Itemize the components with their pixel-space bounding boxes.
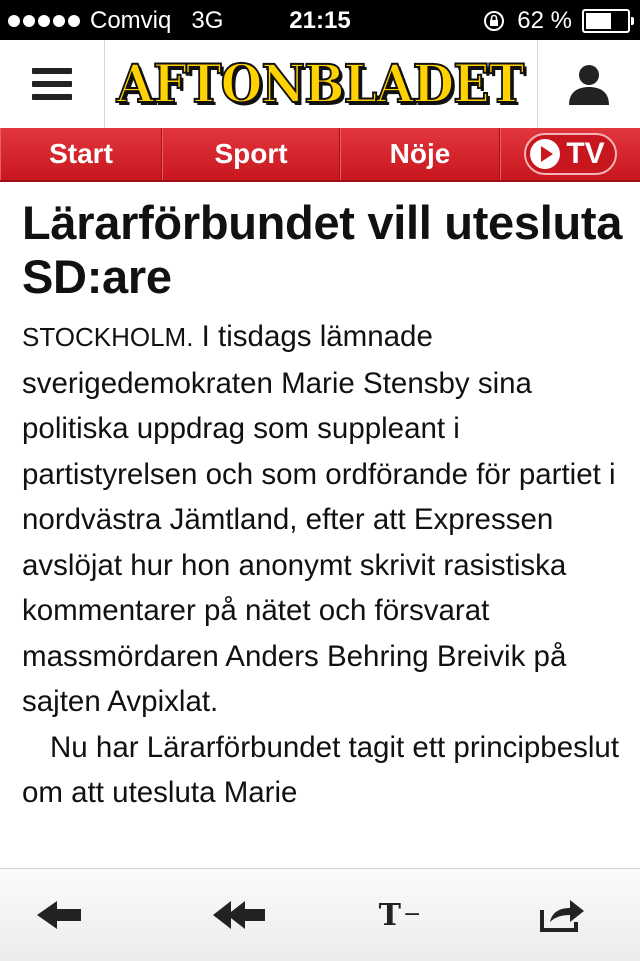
logo[interactable] xyxy=(104,40,536,128)
tab-noje[interactable] xyxy=(340,128,500,180)
article-dateline: STOCKHOLM. xyxy=(22,322,194,352)
tab-sport-label: Sport xyxy=(214,138,288,169)
profile-button[interactable] xyxy=(537,40,640,128)
text-size-icon xyxy=(379,898,422,933)
article-paragraph xyxy=(22,314,626,725)
tab-start[interactable] xyxy=(0,128,162,180)
tab-tv[interactable] xyxy=(500,128,640,180)
tab-tv-label: TV xyxy=(566,137,605,170)
back-button[interactable] xyxy=(0,869,120,961)
status-time: 21:15 xyxy=(289,7,351,34)
tab-sport[interactable] xyxy=(162,128,340,180)
menu-icon xyxy=(32,68,72,100)
share-icon xyxy=(538,896,586,934)
share-button[interactable] xyxy=(502,869,622,961)
article xyxy=(22,196,626,868)
nav-bar xyxy=(0,128,640,182)
tv-pill xyxy=(524,133,616,175)
app-header xyxy=(0,40,640,129)
tab-start-label: Start xyxy=(49,138,113,169)
battery-icon xyxy=(582,9,630,33)
article-paragraph-text: I tisdags lämnade sverigedemokraten Marie Stensby sina politiska uppdrag som suppleant i partistyrelsen och som ordförande för partiet i nordvästra Jämtland, efter att Expressen avslöjat hur hon anonymt skrivit rasistiska kommentarer på nätet och försvarat massmördaren Anders Behring Breivik på sajten Avpixlat. xyxy=(22,320,616,718)
logo-text: AFTONBLADET xyxy=(116,53,524,115)
carrier-name: Comviq xyxy=(90,7,172,34)
bottom-toolbar xyxy=(0,868,640,961)
network-type: 3G xyxy=(191,7,224,34)
text-size-minus: − xyxy=(402,901,422,927)
article-headline: Lärarförbundet vill utesluta SD:are xyxy=(22,196,623,303)
article-paragraph-2: Nu har Lärarförbundet tagit ett principbeslut om att utesluta Marie xyxy=(22,730,620,809)
home-back-button[interactable] xyxy=(180,869,300,961)
text-size-button[interactable] xyxy=(340,869,460,961)
text-size-letter: T xyxy=(378,897,401,933)
status-bar xyxy=(0,0,640,40)
menu-button[interactable] xyxy=(0,40,105,128)
battery-percent: 62 % xyxy=(517,7,572,34)
status-right xyxy=(483,7,630,35)
play-icon xyxy=(530,139,560,169)
tab-noje-label: Nöje xyxy=(389,138,451,169)
rotation-lock-icon xyxy=(483,10,505,32)
back-arrow-icon xyxy=(35,898,85,932)
double-back-arrow-icon xyxy=(211,898,269,932)
profile-icon xyxy=(567,62,611,106)
